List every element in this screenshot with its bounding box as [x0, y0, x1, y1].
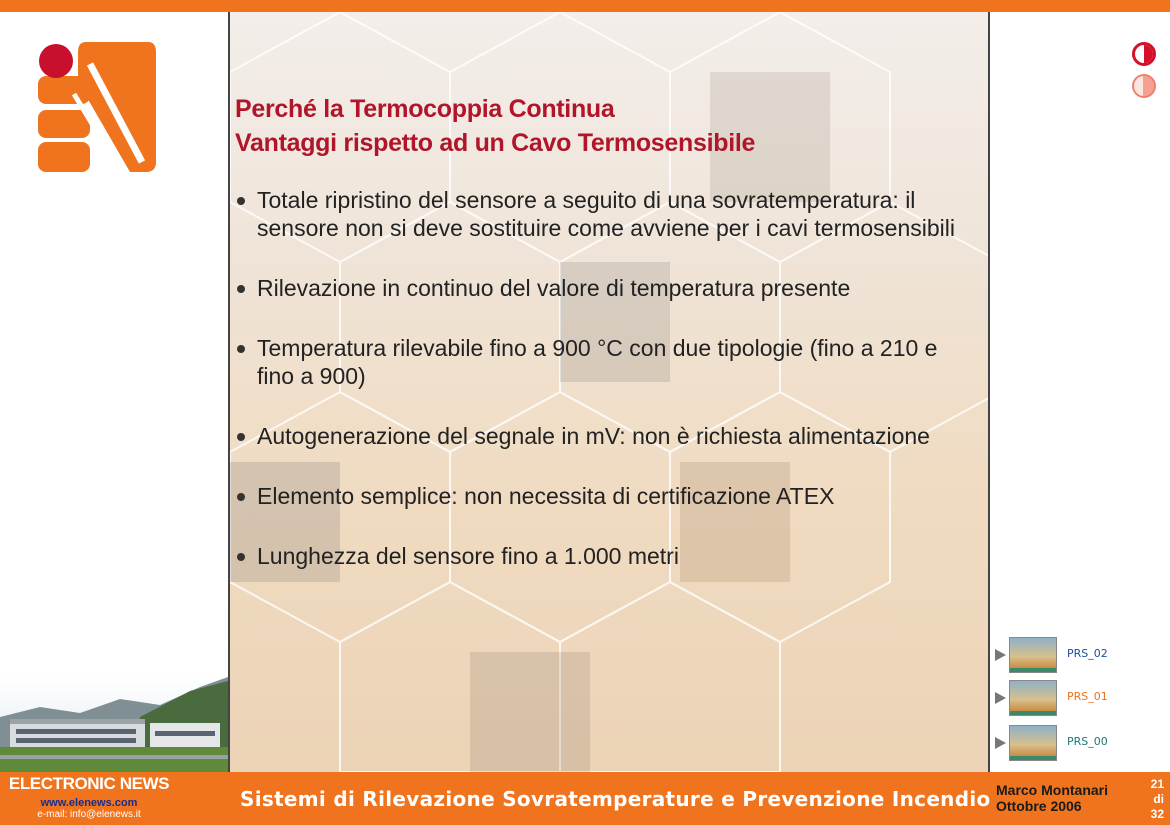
footer-title: Sistemi di Rilevazione Sovratemperature e Prevenzione Incendio: [240, 787, 991, 811]
bullet-item: Autogenerazione del segnale in mV: non è richiesta alimentazione: [235, 422, 980, 450]
thumbnail-label[interactable]: PRS_01: [1067, 690, 1108, 703]
thumbnail-link-prs-00[interactable]: [995, 725, 1165, 761]
title-line-2: Vantaggi rispetto ad un Cavo Termosensibile: [235, 129, 756, 157]
thumbnail-image[interactable]: [1009, 680, 1057, 716]
thumbnail-link-prs-01[interactable]: [995, 680, 1165, 716]
bullet-item: Elemento semplice: non necessita di certificazione ATEX: [235, 482, 980, 510]
bullet-item: Rilevazione in continuo del valore di temperatura presente: [235, 274, 980, 302]
bullet-dot: [237, 553, 245, 561]
building-photo: [0, 677, 228, 772]
bullet-dot: [237, 285, 245, 293]
next-slide-icon[interactable]: [1132, 74, 1156, 98]
right-panel: [990, 12, 1170, 772]
page-current: 21: [1150, 777, 1164, 791]
brand-url-link[interactable]: www.elenews.com: [40, 797, 138, 809]
bullet-dot: [237, 433, 245, 441]
slide-content: [228, 12, 990, 772]
page-counter: [1140, 777, 1164, 822]
play-arrow-icon: [995, 737, 1006, 749]
thumbnail-image[interactable]: [1009, 725, 1057, 761]
play-arrow-icon: [995, 649, 1006, 661]
bullet-item: Temperatura rilevabile fino a 900 °C con due tipologie (fino a 210 e fino a 900): [235, 334, 980, 390]
thumbnail-label[interactable]: PRS_00: [1067, 735, 1108, 748]
bullet-dot: [237, 345, 245, 353]
thumbnail-image[interactable]: [1009, 637, 1057, 673]
top-bar: [0, 0, 1170, 12]
bullet-dot: [237, 493, 245, 501]
thumbnail-link-prs-02[interactable]: [995, 637, 1165, 673]
prev-slide-icon[interactable]: [1132, 42, 1156, 66]
bullet-list: [235, 186, 980, 602]
brand-block: [0, 772, 178, 825]
left-panel: [0, 12, 228, 772]
thumbnail-label[interactable]: PRS_02: [1067, 647, 1108, 660]
presentation-date: Ottobre 2006: [996, 798, 1082, 814]
page-total: 32: [1150, 807, 1164, 821]
author-block: [996, 782, 1108, 814]
page-of: di: [1153, 792, 1164, 806]
elenews-logo: [38, 42, 156, 172]
slide-title: [235, 92, 755, 160]
bullet-item: Totale ripristino del sensore a seguito di una sovratemperatura: il sensore non si deve sostituire come avviene per i cavi termosensibili: [235, 186, 980, 242]
brand-email: e-mail: info@elenews.it: [37, 809, 141, 820]
bullet-item: Lunghezza del sensore fino a 1.000 metri: [235, 542, 980, 570]
bullet-dot: [237, 197, 245, 205]
play-arrow-icon: [995, 692, 1006, 704]
title-line-1: Perché la Termocoppia Continua: [235, 95, 615, 123]
author-name: Marco Montanari: [996, 782, 1109, 798]
brand-name: ELECTRONIC NEWS: [8, 774, 170, 793]
